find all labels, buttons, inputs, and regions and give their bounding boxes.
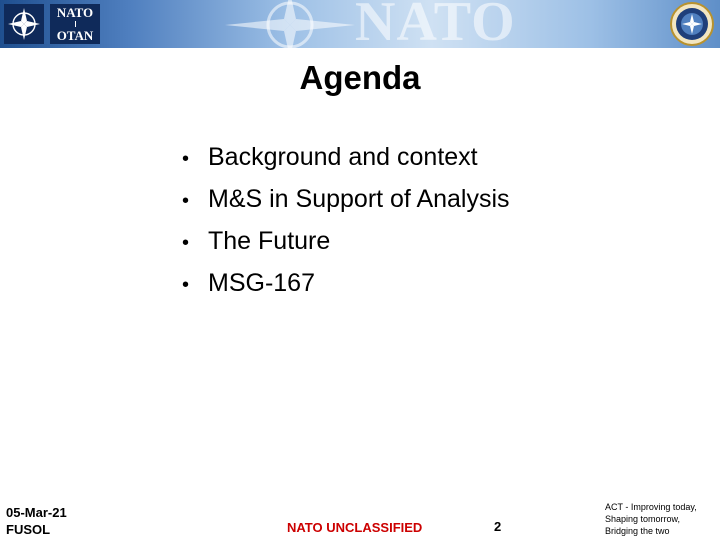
logo-bottom-text: OTAN xyxy=(56,28,94,43)
banner-compass-watermark xyxy=(215,0,365,60)
slide-title: Agenda xyxy=(299,59,421,96)
nato-otan-logo xyxy=(50,4,100,44)
classification-label: NATO UNCLASSIFIED xyxy=(287,520,423,535)
bullet-icon: • xyxy=(182,148,190,170)
agenda-item-text: MSG-167 xyxy=(208,269,315,297)
agenda-item-text: Background and context xyxy=(208,143,478,171)
bullet-icon: • xyxy=(182,190,190,212)
logo-divider xyxy=(75,21,76,27)
tagline-line: Shaping tomorrow, xyxy=(605,514,681,524)
agenda-list xyxy=(182,137,510,305)
tagline-line: Bridging the two xyxy=(605,526,670,536)
agenda-item-text: The Future xyxy=(208,227,331,255)
agenda-item xyxy=(182,179,510,221)
footer-org: FUSOL xyxy=(6,522,51,537)
nato-compass-star-icon xyxy=(4,4,44,44)
agenda-item xyxy=(182,263,510,305)
agenda-item xyxy=(182,137,510,179)
footer-tagline xyxy=(605,501,697,537)
agenda-item xyxy=(182,221,510,263)
logo-top-text: NATO xyxy=(56,5,94,20)
page-number: 2 xyxy=(494,519,502,534)
act-emblem-icon xyxy=(669,1,715,47)
bullet-icon: • xyxy=(182,232,190,254)
header-banner xyxy=(0,0,720,53)
footer-date: 05-Mar-21 xyxy=(6,505,67,520)
banner-nato-watermark: NATO xyxy=(355,0,516,53)
tagline-line: ACT - Improving today, xyxy=(605,502,697,512)
agenda-item-text: M&S in Support of Analysis xyxy=(208,185,510,213)
bullet-icon: • xyxy=(182,274,190,296)
